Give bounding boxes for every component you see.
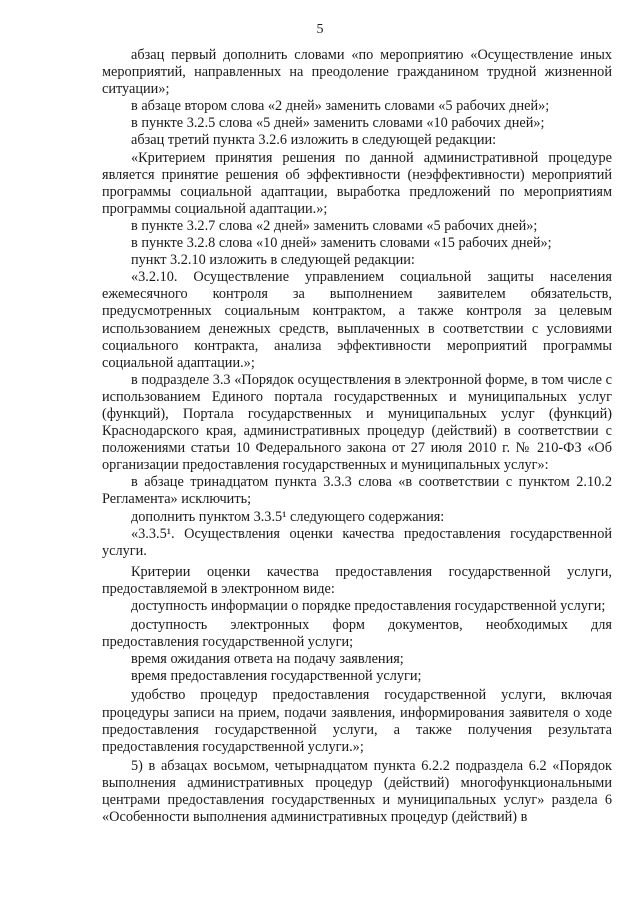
paragraph: удобство процедур предоставления государственной услуги, включая процедуры записи на прием, подачи заявления, информирования заявителя о ходе предоставления государственной услуги, а также получения результата предоставления государственной услуги.»; [102, 687, 612, 755]
paragraph: «3.2.10. Осуществление управлением социальной защиты населения ежемесячного контроля за выполнением заявителем обязательств, предусмотренных социальным контрактом, а также контроля за целевым использованием денежных средств, выплаченных в соответствии с условиями социального контракта, анализа эффективности мероприятий программы социальной адаптации.»; [102, 269, 612, 371]
paragraph: дополнить пунктом 3.3.5¹ следующего содержания: [131, 508, 445, 525]
paragraph: время предоставления государственной услуги; [131, 668, 422, 685]
paragraph: доступность информации о порядке предоставления государственной услуги; [131, 598, 606, 614]
paragraph: доступность электронных форм документов, необходимых для предоставления государственной услуги; [102, 617, 612, 651]
paragraph: время ожидания ответа на подачу заявления; [131, 651, 404, 668]
paragraph: Критерии оценки качества предоставления государственной услуги, предоставляемой в электронном виде: [102, 563, 612, 597]
document-body [102, 47, 612, 826]
paragraph: абзац третий пункта 3.2.6 изложить в следующей редакции: [131, 132, 497, 149]
paragraph: «Критерием принятия решения по данной административной процедуре является принятие решения об эффективности (неэффективности) мероприятий программы социальной адаптации, выработка предложений по мероприятиям программы социальной адаптации.»; [102, 149, 612, 217]
paragraph: в пункте 3.2.5 слова «5 дней» заменить словами «10 рабочих дней»; [131, 115, 545, 132]
page-number: 5 [316, 22, 324, 37]
paragraph: 5) в абзацах восьмом, четырнадцатом пункта 6.2.2 подраздела 6.2 «Порядок выполнения административных процедур (действий) многофункциональными центрами предоставления государственных и муниципальных услуг» раздела 6 «Особенности выполнения административных процедур (действий) в [102, 757, 612, 826]
paragraph: в абзаце тринадцатом пункта 3.3.3 слова «в соответствии с пунктом 2.10.2 Регламента» исключить; [102, 474, 612, 508]
paragraph: в пункте 3.2.7 слова «2 дней» заменить словами «5 рабочих дней»; [131, 217, 538, 234]
paragraph: в пункте 3.2.8 слова «10 дней» заменить словами «15 рабочих дней»; [131, 235, 552, 252]
paragraph: абзац первый дополнить словами «по мероприятию «Осуществление иных мероприятий, направленных на преодоление гражданином трудной жизненной ситуации»; [102, 47, 612, 98]
paragraph: пункт 3.2.10 изложить в следующей редакции: [131, 252, 415, 269]
paragraph: «3.3.5¹. Осуществления оценки качества предоставления государственной услуги. [102, 525, 612, 559]
paragraph: в абзаце втором слова «2 дней» заменить словами «5 рабочих дней»; [131, 98, 550, 115]
paragraph: в подразделе 3.3 «Порядок осуществления в электронной форме, в том числе с использованием Единого портала государственных и муниципальных услуг (функций), Портала государственных и муниципальных услуг (функций) Краснодарского края, административных процедур (действий) в соответствии с положениями статьи 10 Федерального закона от 27 июля 2010 г. № 210-ФЗ «Об организации предоставления государственных и муниципальных услуг»: [102, 371, 612, 474]
